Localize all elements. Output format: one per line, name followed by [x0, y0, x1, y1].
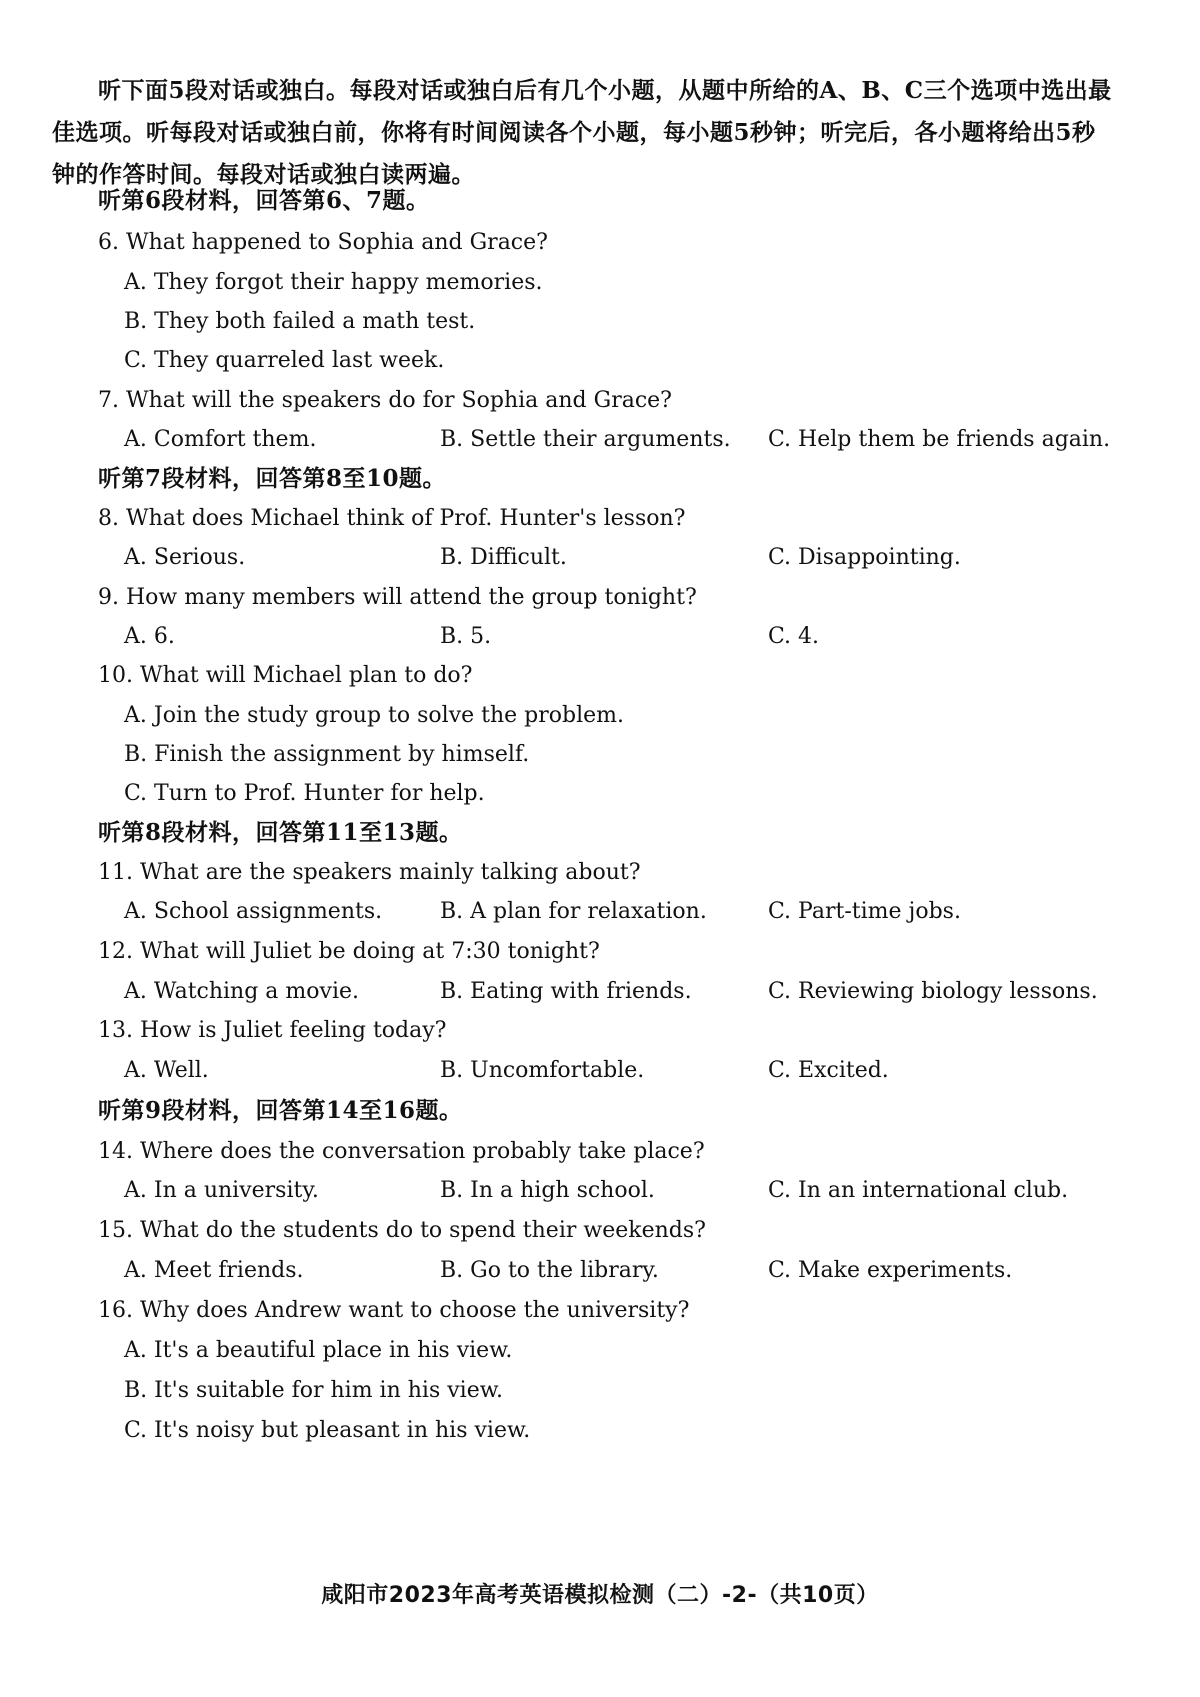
question-10-stem: 10. What will Michael plan to do? — [98, 663, 473, 688]
question-16-option-c: C. It's noisy but pleasant in his view. — [124, 1418, 531, 1443]
question-16-option-a: A. It's a beautiful place in his view. — [124, 1338, 513, 1363]
question-11-option-c: C. Part-time jobs. — [768, 899, 961, 924]
question-8-option-c: C. Disappointing. — [768, 545, 961, 570]
question-8-option-a: A. Serious. — [124, 545, 246, 570]
question-14-option-c: C. In an international club. — [768, 1178, 1069, 1203]
section-heading-7: 听第7段材料，回答第8至10题。 — [98, 465, 447, 492]
question-14-option-a: A. In a university. — [124, 1178, 319, 1203]
question-16-option-b: B. It's suitable for him in his view. — [124, 1378, 503, 1403]
question-14-option-b: B. In a high school. — [440, 1178, 655, 1203]
question-11-stem: 11. What are the speakers mainly talking about? — [98, 860, 641, 885]
question-15-option-a: A. Meet friends. — [124, 1258, 304, 1283]
question-6-stem: 6. What happened to Sophia and Grace? — [98, 230, 548, 255]
question-6-option-a: A. They forgot their happy memories. — [124, 270, 543, 295]
question-12-option-b: B. Eating with friends. — [440, 979, 692, 1004]
question-9-option-a: A. 6. — [124, 624, 175, 649]
listening-instructions: 听下面5段对话或独白。每段对话或独白后有几个小题，从题中所给的A、B、C三个选项中选出最佳选项。听每段对话或独白前，你将有时间阅读各个小题，每小题5秒钟；听完后，各小题将给出5秒钟的作答时间。每段对话或独白读两遍。 — [52, 77, 1112, 188]
question-13-option-a: A. Well. — [124, 1058, 209, 1083]
question-15-option-c: C. Make experiments. — [768, 1258, 1013, 1283]
question-10-option-c: C. Turn to Prof. Hunter for help. — [124, 781, 485, 806]
question-12-stem: 12. What will Juliet be doing at 7:30 tonight? — [98, 939, 600, 964]
question-15-stem: 15. What do the students do to spend their weekends? — [98, 1218, 706, 1243]
question-9-stem: 9. How many members will attend the group tonight? — [98, 585, 697, 610]
question-9-option-c: C. 4. — [768, 624, 820, 649]
question-8-stem: 8. What does Michael think of Prof. Hunter's lesson? — [98, 506, 686, 531]
question-10-option-b: B. Finish the assignment by himself. — [124, 742, 530, 767]
question-6-option-b: B. They both failed a math test. — [124, 309, 476, 334]
question-13-option-c: C. Excited. — [768, 1058, 889, 1083]
question-15-option-b: B. Go to the library. — [440, 1258, 659, 1283]
page-footer: 咸阳市2023年高考英语模拟检测（二）-2-（共10页） — [321, 1583, 879, 1608]
question-12-option-a: A. Watching a movie. — [124, 979, 359, 1004]
question-9-option-b: B. 5. — [440, 624, 492, 649]
question-10-option-a: A. Join the study group to solve the problem. — [124, 703, 625, 728]
question-6-option-c: C. They quarreled last week. — [124, 348, 445, 373]
question-7-stem: 7. What will the speakers do for Sophia and Grace? — [98, 388, 672, 413]
question-7-option-b: B. Settle their arguments. — [440, 427, 731, 452]
question-14-stem: 14. Where does the conversation probably take place? — [98, 1139, 705, 1164]
section-heading-6: 听第6段材料，回答第6、7题。 — [98, 187, 430, 214]
question-13-stem: 13. How is Juliet feeling today? — [98, 1018, 447, 1043]
question-16-stem: 16. Why does Andrew want to choose the university? — [98, 1298, 690, 1323]
section-heading-8: 听第8段材料，回答第11至13题。 — [98, 819, 463, 846]
question-11-option-b: B. A plan for relaxation. — [440, 899, 707, 924]
question-8-option-b: B. Difficult. — [440, 545, 567, 570]
question-11-option-a: A. School assignments. — [124, 899, 383, 924]
section-heading-9: 听第9段材料，回答第14至16题。 — [98, 1097, 463, 1124]
question-12-option-c: C. Reviewing biology lessons. — [768, 979, 1098, 1004]
question-13-option-b: B. Uncomfortable. — [440, 1058, 645, 1083]
question-7-option-a: A. Comfort them. — [124, 427, 317, 452]
question-7-option-c: C. Help them be friends again. — [768, 427, 1111, 452]
